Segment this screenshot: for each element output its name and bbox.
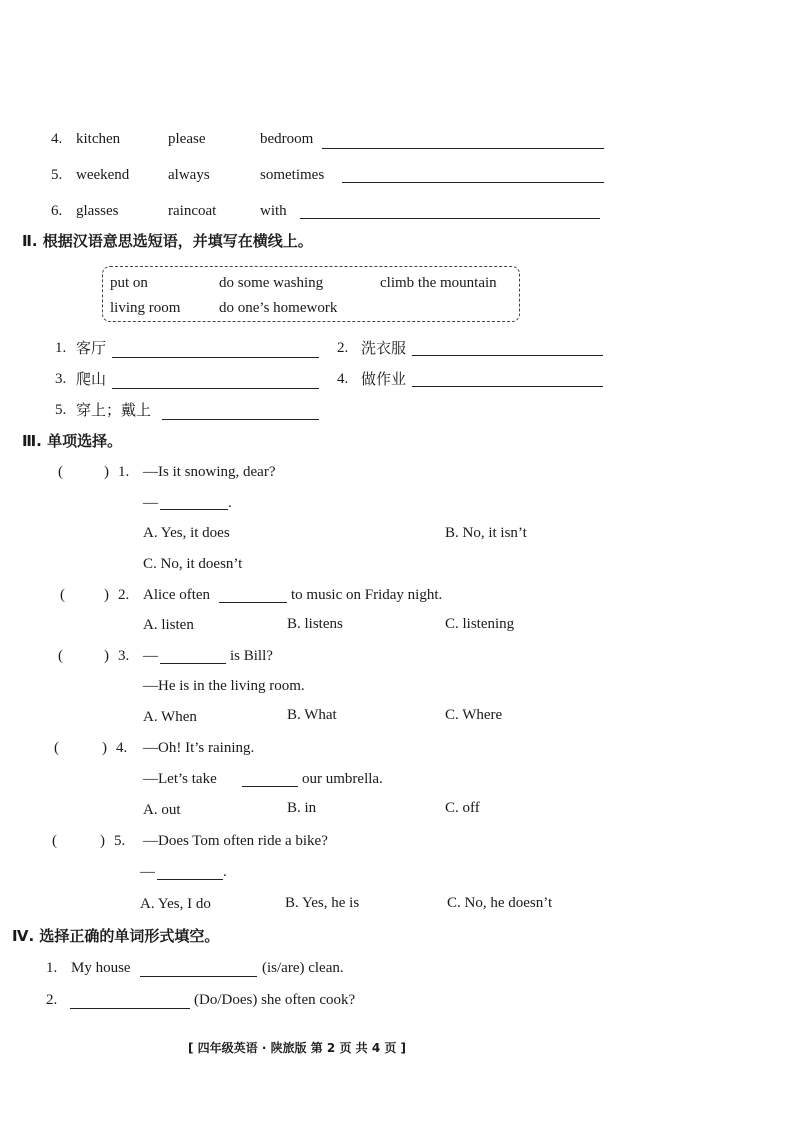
item-number: 4.: [337, 371, 349, 387]
option-c[interactable]: C. listening: [445, 616, 515, 632]
word: glasses: [76, 203, 119, 219]
answer-blank[interactable]: [412, 386, 603, 387]
answer-paren-open[interactable]: (: [58, 464, 63, 480]
phrase-option: do some washing: [219, 275, 324, 291]
question-text: (is/are) clean.: [262, 960, 344, 976]
word: raincoat: [168, 203, 217, 219]
answer-paren-close: ): [104, 648, 109, 664]
option-c[interactable]: C. No, he doesn’t: [447, 895, 553, 911]
dash: —: [140, 864, 155, 880]
answer-blank[interactable]: [112, 357, 319, 358]
section-3-heading: Ⅲ. 单项选择。: [22, 432, 123, 450]
phrase-option: climb the mountain: [380, 275, 497, 291]
option-a[interactable]: A. listen: [143, 617, 194, 633]
row-number: 6.: [51, 203, 63, 219]
option-a[interactable]: A. Yes, I do: [140, 896, 211, 912]
option-b[interactable]: B. in: [287, 800, 317, 816]
option-a[interactable]: A. out: [143, 802, 181, 818]
answer-paren-close: ): [102, 740, 107, 756]
word: sometimes: [260, 167, 325, 183]
question-text: our umbrella.: [302, 771, 383, 787]
answer-paren-open[interactable]: (: [60, 587, 65, 603]
phrase-option: living room: [110, 300, 181, 316]
answer-paren-open[interactable]: (: [54, 740, 59, 756]
row-number: 4.: [51, 131, 63, 147]
item-number: 5.: [55, 402, 67, 418]
dash: —: [143, 648, 158, 664]
answer-blank[interactable]: [160, 663, 226, 664]
item-number: 2.: [337, 340, 349, 356]
word: always: [168, 167, 210, 183]
question-text: —He is in the living room.: [143, 678, 305, 694]
answer-blank[interactable]: [342, 182, 604, 183]
option-b[interactable]: B. Yes, he is: [285, 895, 360, 911]
question-text: —Does Tom often ride a bike?: [143, 833, 328, 849]
chinese-prompt: 穿上；戴上: [76, 401, 152, 419]
question-number: 2.: [46, 992, 58, 1008]
answer-blank[interactable]: [162, 419, 319, 420]
question-text: —Is it snowing, dear?: [143, 464, 276, 480]
option-a[interactable]: A. Yes, it does: [143, 525, 230, 541]
page-footer: [ 四年级英语 · 陕旅版 第 2 页 共 4 页 ]: [188, 1041, 407, 1055]
option-c[interactable]: C. off: [445, 800, 480, 816]
word: with: [260, 203, 287, 219]
phrase-option: do one’s homework: [219, 300, 338, 316]
question-text: (Do/Does) she often cook?: [194, 992, 356, 1008]
question-number: 2.: [118, 587, 130, 603]
question-text: to music on Friday night.: [291, 587, 443, 603]
chinese-prompt: 客厅: [76, 339, 107, 357]
question-number: 3.: [118, 648, 130, 664]
answer-paren-close: ): [100, 833, 105, 849]
section-2-heading: Ⅱ. 根据汉语意思选短语，并填写在横线上。: [22, 232, 313, 250]
period: .: [223, 864, 227, 880]
dash: —: [143, 495, 158, 511]
answer-blank[interactable]: [157, 879, 223, 880]
answer-blank[interactable]: [160, 509, 228, 510]
option-b[interactable]: B. listens: [287, 616, 343, 632]
question-number: 5.: [114, 833, 126, 849]
question-number: 4.: [116, 740, 128, 756]
question-text: —Let’s take: [143, 771, 217, 787]
question-number: 1.: [118, 464, 130, 480]
item-number: 1.: [55, 340, 67, 356]
item-number: 3.: [55, 371, 67, 387]
answer-blank[interactable]: [70, 1008, 190, 1009]
row-number: 5.: [51, 167, 63, 183]
question-text: My house: [71, 960, 131, 976]
word: bedroom: [260, 131, 314, 147]
period: .: [228, 495, 232, 511]
answer-blank[interactable]: [219, 602, 287, 603]
word: kitchen: [76, 131, 121, 147]
question-text: —Oh! It’s raining.: [143, 740, 255, 756]
option-a[interactable]: A. When: [143, 709, 197, 725]
word: please: [168, 131, 206, 147]
chinese-prompt: 做作业: [361, 370, 407, 388]
answer-blank[interactable]: [412, 355, 603, 356]
answer-paren-open[interactable]: (: [58, 648, 63, 664]
option-b[interactable]: B. What: [287, 707, 337, 723]
question-text: is Bill?: [230, 648, 273, 664]
answer-blank[interactable]: [242, 786, 298, 787]
answer-blank[interactable]: [140, 976, 257, 977]
option-b[interactable]: B. No, it isn’t: [445, 525, 527, 541]
answer-paren-close: ): [104, 464, 109, 480]
chinese-prompt: 爬山: [76, 370, 107, 388]
question-text: Alice often: [143, 587, 211, 603]
answer-blank[interactable]: [322, 148, 604, 149]
word: weekend: [76, 167, 130, 183]
answer-blank[interactable]: [300, 218, 600, 219]
question-number: 1.: [46, 960, 58, 976]
answer-paren-close: ): [104, 587, 109, 603]
chinese-prompt: 洗衣服: [361, 339, 407, 357]
section-4-heading: Ⅳ. 选择正确的单词形式填空。: [12, 927, 220, 945]
option-c[interactable]: C. Where: [445, 707, 503, 723]
option-c[interactable]: C. No, it doesn’t: [143, 556, 243, 572]
phrase-option: put on: [110, 275, 148, 291]
answer-blank[interactable]: [112, 388, 319, 389]
answer-paren-open[interactable]: (: [52, 833, 57, 849]
